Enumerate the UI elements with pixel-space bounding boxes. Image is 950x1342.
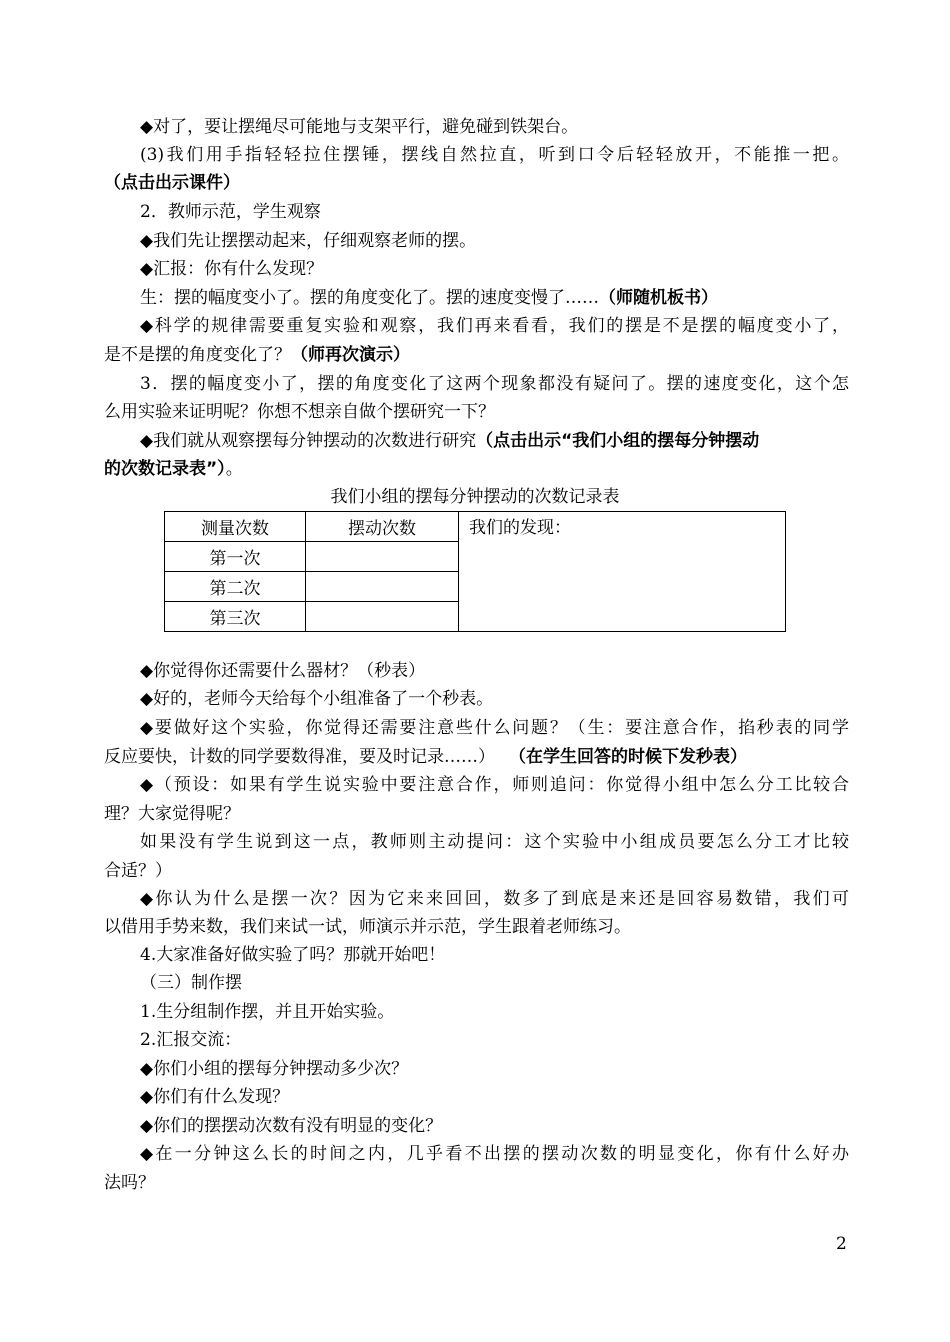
- line-text: 。: [225, 459, 243, 479]
- paragraph-line: ◆你觉得你还需要什么器材？（秒表）: [140, 661, 426, 681]
- bold-note: 的次数记录表”）: [104, 459, 226, 479]
- paragraph-line: 理？大家觉得呢？: [104, 804, 240, 824]
- paragraph-line: 3．摆的幅度变小了，摆的角度变化了这两个现象都没有疑问了。摆的速度变化，这个怎: [140, 374, 849, 394]
- line-text: 生：摆的幅度变小了。摆的角度变化了。摆的速度变慢了……: [140, 288, 599, 308]
- paragraph-line: ◆对了，要让摆绳尽可能地与支架平行，避免碰到铁架台。: [140, 117, 579, 137]
- paragraph-line: [140, 285, 849, 312]
- row-label: 第一次: [165, 542, 306, 572]
- paragraph-line: [104, 456, 849, 483]
- paragraph-line: 4.大家准备好做实验了吗？那就开始吧！: [140, 945, 446, 965]
- row-label: 第二次: [165, 572, 306, 602]
- paragraph-line: ◆科学的规律需要重复实验和观察，我们再来看看，我们的摆是不是摆的幅度变小了，: [140, 316, 849, 336]
- paragraph-line: (3)我们用手指轻轻拉住摆锤，摆线自然拉直，听到口令后轻轻放开，不能推一把。: [140, 145, 849, 165]
- header-count: 测量次数: [165, 512, 306, 542]
- swings-cell: [306, 602, 459, 632]
- paragraph-line: 1.生分组制作摆，并且开始实验。: [140, 1002, 395, 1022]
- record-table: [164, 511, 786, 632]
- bold-note: （师随机板书）: [599, 288, 718, 308]
- swings-cell: [306, 542, 459, 572]
- paragraph-line: ◆你们小组的摆每分钟摆动多少次？: [140, 1059, 409, 1079]
- paragraph-line: 合适？）: [104, 861, 172, 881]
- paragraph-line: 么用实验来证明呢？你想不想亲自做个摆研究一下？: [104, 402, 495, 422]
- paragraph-line: ◆汇报：你有什么发现？: [140, 259, 324, 279]
- line-text: 反应要快，计数的同学要数得准，要及时记录……）: [104, 747, 495, 767]
- bold-note: （点击出示课件）: [104, 173, 240, 193]
- paragraph-line: ◆要做好这个实验，你觉得还需要注意些什么问题？（生：要注意合作，掐秒表的同学: [140, 718, 849, 738]
- line-text: ◆我们就从观察摆每分钟摆动的次数进行研究: [140, 431, 477, 451]
- swings-cell: [306, 572, 459, 602]
- line-text: 是不是摆的角度变化了？: [104, 345, 291, 365]
- findings-cell: 我们的发现：: [459, 512, 786, 632]
- paragraph-line: ◆你们的摆摆动次数有没有明显的变化？: [140, 1116, 443, 1136]
- table-row: [165, 512, 786, 542]
- paragraph-line: ◆你们有什么发现？: [140, 1087, 290, 1107]
- paragraph-line: 2.汇报交流：: [140, 1030, 242, 1050]
- paragraph-line: [104, 744, 849, 771]
- paragraph-line: 2．教师示范，学生观察: [140, 202, 321, 222]
- bold-note: （点击出示“我们小组的摆每分钟摆动: [476, 431, 760, 451]
- section-heading: （三）制作摆: [140, 973, 242, 993]
- paragraph-line: [140, 428, 849, 455]
- paragraph-line: ◆（预设：如果有学生说实验中要注意合作，师则追问：你觉得小组中怎么分工比较合: [140, 775, 849, 795]
- paragraph-line: [104, 170, 849, 197]
- paragraph-line: 以借用手势来数，我们来试一试，师演示并示范，学生跟着老师练习。: [104, 917, 631, 937]
- table-caption: 我们小组的摆每分钟摆动的次数记录表: [330, 487, 620, 507]
- paragraph-line: ◆我们先让摆摆动起来，仔细观察老师的摆。: [140, 231, 477, 251]
- bold-note: （在学生回答的时候下发秒表）: [509, 747, 747, 767]
- paragraph-line: ◆在一分钟这么长的时间之内，几乎看不出摆的摆动次数的明显变化，你有什么好办: [140, 1144, 849, 1164]
- header-swings: 摆动次数: [306, 512, 459, 542]
- page-number: 2: [836, 1234, 847, 1254]
- paragraph-line: 如果没有学生说到这一点，教师则主动提问：这个实验中小组成员要怎么分工才比较: [140, 832, 849, 852]
- paragraph-line: [104, 342, 849, 369]
- paragraph-line: ◆你认为什么是摆一次？因为它来来回回，数多了到底是来还是回容易数错，我们可: [140, 889, 849, 909]
- paragraph-line: ◆好的，老师今天给每个小组准备了一个秒表。: [140, 689, 494, 709]
- row-label: 第三次: [165, 602, 306, 632]
- paragraph-line: 法吗？: [104, 1173, 155, 1193]
- bold-note: （师再次演示）: [291, 345, 410, 365]
